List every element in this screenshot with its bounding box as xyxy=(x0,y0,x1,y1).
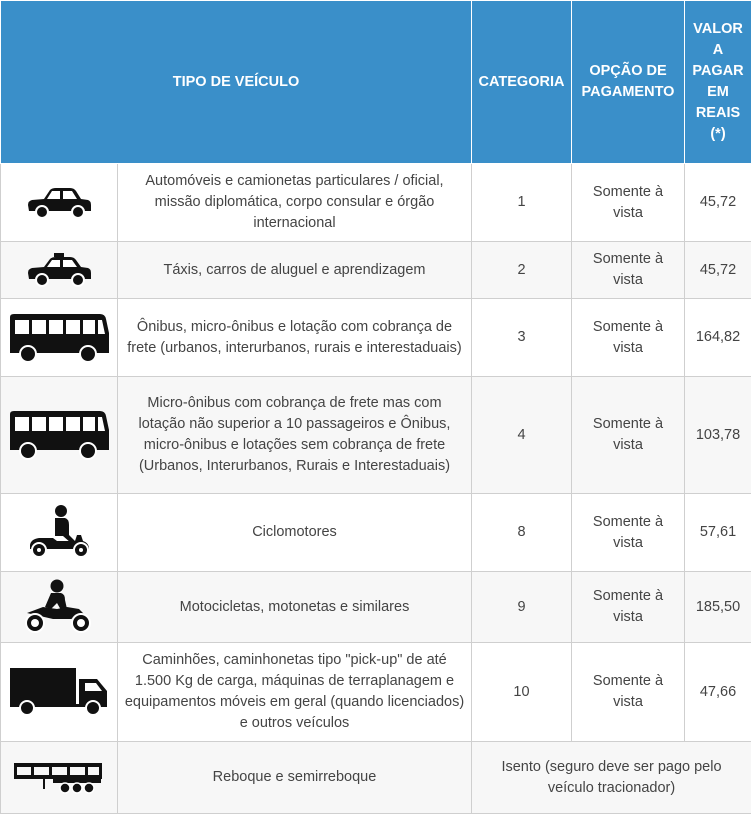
table-row xyxy=(1,164,751,242)
vehicle-icon-cell xyxy=(1,572,118,643)
valor-cell: 45,72 xyxy=(685,164,751,242)
table-row xyxy=(1,242,751,299)
vehicle-icon-cell xyxy=(1,643,118,742)
valor-cell: 185,50 xyxy=(685,572,751,643)
vehicle-icon-cell xyxy=(1,242,118,299)
pagamento-cell: Somente à vista xyxy=(572,242,685,299)
tipo-cell: Ônibus, micro-ônibus e lotação com cobrança de frete (urbanos, interurbanos, rurais e interestaduais) xyxy=(118,299,472,377)
pagamento-cell: Somente à vista xyxy=(572,299,685,377)
table-row xyxy=(1,742,751,814)
pagamento-cell: Somente à vista xyxy=(572,572,685,643)
tipo-cell: Ciclomotores xyxy=(118,494,472,572)
bus-icon xyxy=(8,410,110,460)
bus-icon xyxy=(8,313,110,363)
pagamento-cell: Somente à vista xyxy=(572,643,685,742)
vehicle-icon-cell xyxy=(1,164,118,242)
pagamento-cell: Somente à vista xyxy=(572,377,685,494)
pagamento-cell: Somente à vista xyxy=(572,164,685,242)
car-icon xyxy=(26,186,92,220)
tipo-cell: Táxis, carros de aluguel e aprendizagem xyxy=(118,242,472,299)
categoria-cell: 3 xyxy=(472,299,572,377)
header-categoria: CATEGORIA xyxy=(472,1,572,164)
tipo-cell: Micro-ônibus com cobrança de frete mas com lotação não superior a 10 passageiros e Ônibus, micro-ônibus e lotações sem cobrança de frete (Urbanos, Interurbanos, Rurais e Interestaduais) xyxy=(118,377,472,494)
categoria-cell: 2 xyxy=(472,242,572,299)
vehicle-icon-cell xyxy=(1,377,118,494)
valor-cell: 45,72 xyxy=(685,242,751,299)
table-row xyxy=(1,572,751,643)
valor-cell: 57,61 xyxy=(685,494,751,572)
vehicle-icon-cell xyxy=(1,299,118,377)
header-opcao: OPÇÃO DE PAGAMENTO xyxy=(572,1,685,164)
categoria-cell: 4 xyxy=(472,377,572,494)
categoria-cell: 9 xyxy=(472,572,572,643)
vehicle-icon-cell xyxy=(1,742,118,814)
tipo-cell: Caminhões, caminhonetas tipo "pick-up" de até 1.500 Kg de carga, máquinas de terraplanagem e equipamentos móveis em geral (quando licenciados) e outros veículos xyxy=(118,643,472,742)
tipo-cell: Motocicletas, motonetas e similares xyxy=(118,572,472,643)
table-row xyxy=(1,299,751,377)
trailer-icon xyxy=(13,761,105,795)
motorcycle-icon xyxy=(21,579,97,635)
categoria-cell: 10 xyxy=(472,643,572,742)
scooter-icon xyxy=(27,505,91,561)
header-row xyxy=(1,1,751,164)
tipo-cell: Automóveis e camionetas particulares / oficial, missão diplomática, corpo consular e órgão internacional xyxy=(118,164,472,242)
table-row xyxy=(1,643,751,742)
table-row xyxy=(1,494,751,572)
pagamento-cell: Somente à vista xyxy=(572,494,685,572)
valor-cell: 164,82 xyxy=(685,299,751,377)
tipo-cell: Reboque e semirreboque xyxy=(118,742,472,814)
isento-cell: Isento (seguro deve ser pago pelo veículo tracionador) xyxy=(472,742,751,814)
vehicle-icon-cell xyxy=(1,494,118,572)
header-valor: VALOR A PAGAR EM REAIS (*) xyxy=(685,1,751,164)
taxi-icon xyxy=(26,253,92,287)
categoria-cell: 1 xyxy=(472,164,572,242)
table-row xyxy=(1,377,751,494)
truck-icon xyxy=(9,667,109,717)
valor-cell: 103,78 xyxy=(685,377,751,494)
valor-cell: 47,66 xyxy=(685,643,751,742)
header-tipo: TIPO DE VEÍCULO xyxy=(1,1,472,164)
categoria-cell: 8 xyxy=(472,494,572,572)
